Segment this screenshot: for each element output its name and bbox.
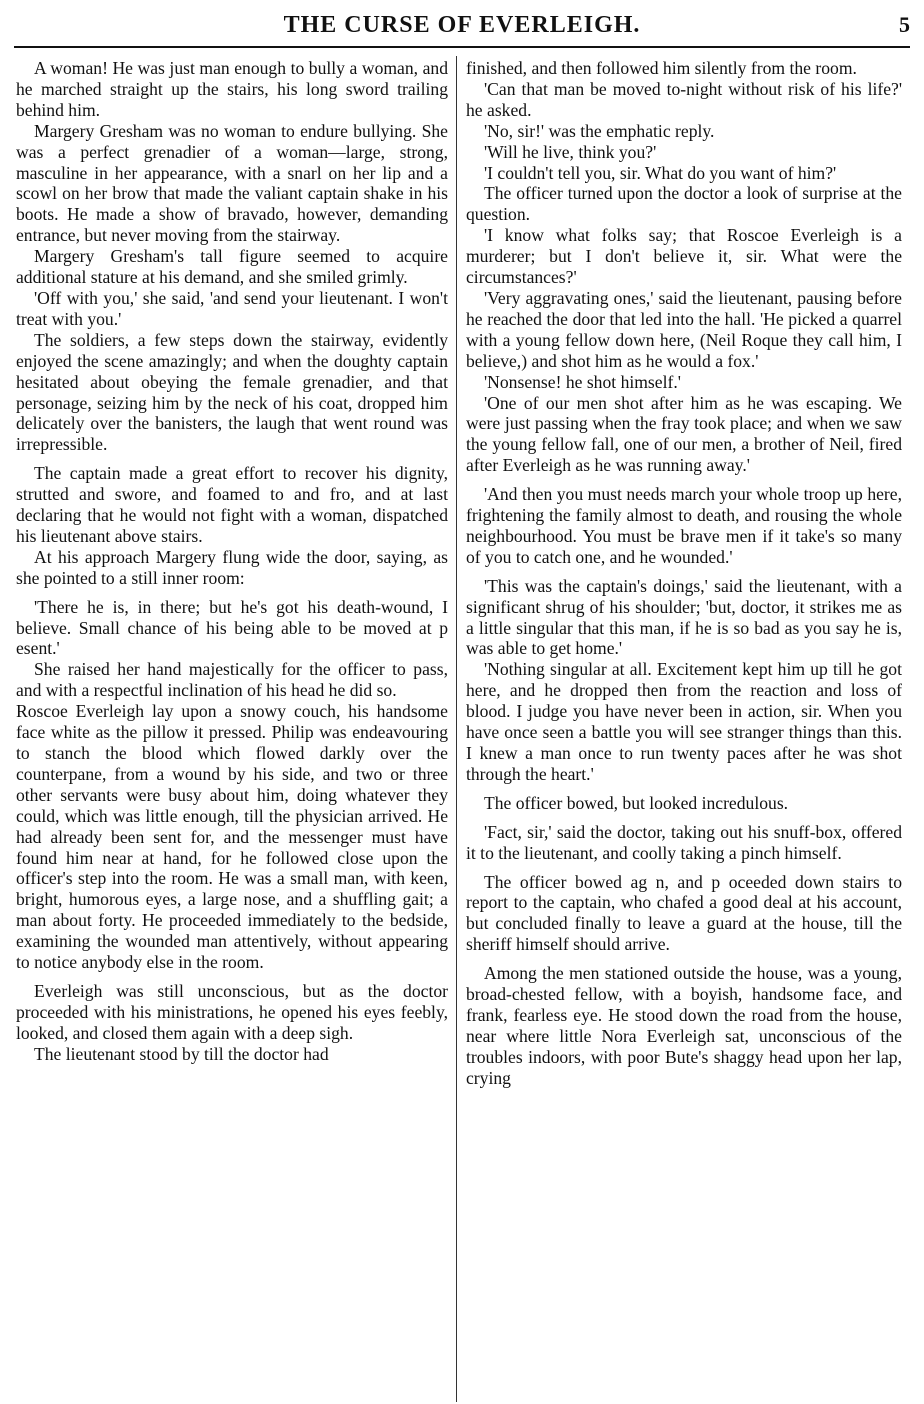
paragraph: finished, and then followed him silently from the room. (466, 58, 857, 78)
paragraph: The officer bowed ag n, and p oceeded down stairs to report to the captain, who chafed a good deal at his account, but concluded finally to leave a guard at the house, till the sheriff himself should arrive. (466, 871, 902, 955)
paragraph: 'Fact, sir,' said the doctor, taking out his snuff-box, offered it to the lieutenant, and coolly taking a pinch himself. (466, 821, 902, 863)
paragraph: 'No, sir!' was the emphatic reply. (484, 120, 715, 141)
paragraph: She raised her hand majestically for the officer to pass, and with a respectful inclination of his head he did so. (16, 659, 448, 701)
header-rule (14, 46, 910, 48)
paragraph: 'I know what folks say; that Roscoe Everleigh is a murderer; but I don't believe it, sir. What were the circumstances?' (466, 225, 902, 288)
paragraph: The officer turned upon the doctor a look of surprise at the question. (466, 183, 902, 225)
right-column (466, 58, 902, 1402)
paragraph: The captain made a great effort to recover his dignity, strutted and swore, and foamed to and fro, and at last declaring that he would not fight with a woman, dispatched his lieutenant above stairs. (16, 463, 448, 546)
paragraph: 'Very aggravating ones,' said the lieutenant, pausing before he reached the door that led into the hall. 'He picked a quarrel with a young fellow down here, (Neil Roque they call him, I believe,) and shot him as he would a fox.' (466, 287, 902, 371)
paragraph: The officer bowed, but looked incredulous. (484, 792, 789, 813)
paragraph: 'I couldn't tell you, sir. What do you want of him?' (484, 162, 837, 183)
paragraph: A woman! He was just man enough to bully a woman, and he marched straight up the stairs, his long sword trailing behind him. (16, 58, 448, 120)
paragraph: 'Off with you,' she said, 'and send your lieutenant. I won't treat with you.' (16, 287, 448, 329)
paragraph: 'There he is, in there; but he's got his death-wound, I believe. Small chance of his being able to be moved at p esent.' (16, 596, 448, 659)
paragraph: Margery Gresham's tall figure seemed to acquire additional stature at his demand, and she smiled grimly. (16, 246, 448, 288)
paragraph: 'Can that man be moved to-night without risk of his life?' he asked. (466, 78, 902, 120)
paragraph: 'Nothing singular at all. Excitement kept him up till he got here, and he dropped then from the reaction and loss of blood. I judge you have never been in action, sir. When you have once seen a battle you will see stranger things than this. I knew a man once to run twenty paces after he was shot through the heart.' (466, 659, 902, 784)
paragraph: 'Nonsense! he shot himself.' (484, 371, 681, 392)
left-column (16, 58, 448, 1402)
paragraph: Roscoe Everleigh lay upon a snowy couch, his handsome face white as the pillow it pressed. Philip was endeavouring to stanch the blood which flowed darkly over the counterpane, from a wound by his side, and two or three other servants were busy about him, doing whatever they could, which was little enough, till the physician arrived. He had already been sent for, and the messenger must have found him near at hand, for he followed close upon the officer's step into the room. He was a small man, with keen, bright, humorous eyes, a large nose, and a shuffling gait; a man about forty. He proceeded immediately to the bedside, examining the wounded man attentively, without appearing to notice anybody else in the room. (16, 701, 448, 973)
paragraph: The soldiers, a few steps down the stairway, evidently enjoyed the scene amazingly; and when the doughty captain hesitated about obeying the female grenadier, and that personage, seizing him by the neck of his coat, dropped him delicately over the banisters, the laugh that went round was irrepressible. (16, 329, 448, 455)
paragraph: The lieutenant stood by till the doctor had (34, 1043, 329, 1064)
paragraph: 'This was the captain's doings,' said the lieutenant, with a significant shrug of his shoulder; 'but, doctor, it strikes me as a little singular that this man, if he is so bad as you say he is, was able to get home.' (466, 575, 902, 659)
paragraph: 'Will he live, think you?' (484, 141, 657, 162)
paragraph: 'And then you must needs march your whole troop up here, frightening the family almost to death, and rousing the whole neighbourhood. You must be brave men if it take's so many of you to catch one, and he wounded.' (466, 484, 902, 567)
page-number: 5 (899, 12, 910, 37)
column-divider (456, 56, 457, 1402)
paragraph: 'One of our men shot after him as he was escaping. We were just passing when the fray took place; and when we saw the young fellow fall, one of our men, a brother of Neil, fired after Everleigh as he was running away.' (466, 392, 902, 476)
page-header (14, 6, 910, 44)
paragraph: Everleigh was still unconscious, but as the doctor proceeded with his ministrations, he opened his eyes feebly, looked, and closed them again with a deep sigh. (16, 980, 448, 1043)
paragraph: Among the men stationed outside the house, was a young, broad-chested fellow, with a boyish, handsome face, and frank, fearless eye. He stood down the road from the house, near where little Nora Everleigh sat, unconscious of the troubles indoors, with poor Bute's shaggy head upon her lap, crying (466, 963, 902, 1088)
paragraph: Margery Gresham was no woman to endure bullying. She was a perfect grenadier of a woman—large, strong, masculine in her appearance, with a snarl on her lip and a scowl on her brow that made the valiant captain shake in his boots. He made a show of bravado, however, demanding entrance, but never moving from the stairway. (16, 120, 448, 246)
running-title: THE CURSE OF EVERLEIGH. (283, 12, 641, 38)
paragraph: At his approach Margery flung wide the door, saying, as she pointed to a still inner room: (16, 546, 448, 588)
